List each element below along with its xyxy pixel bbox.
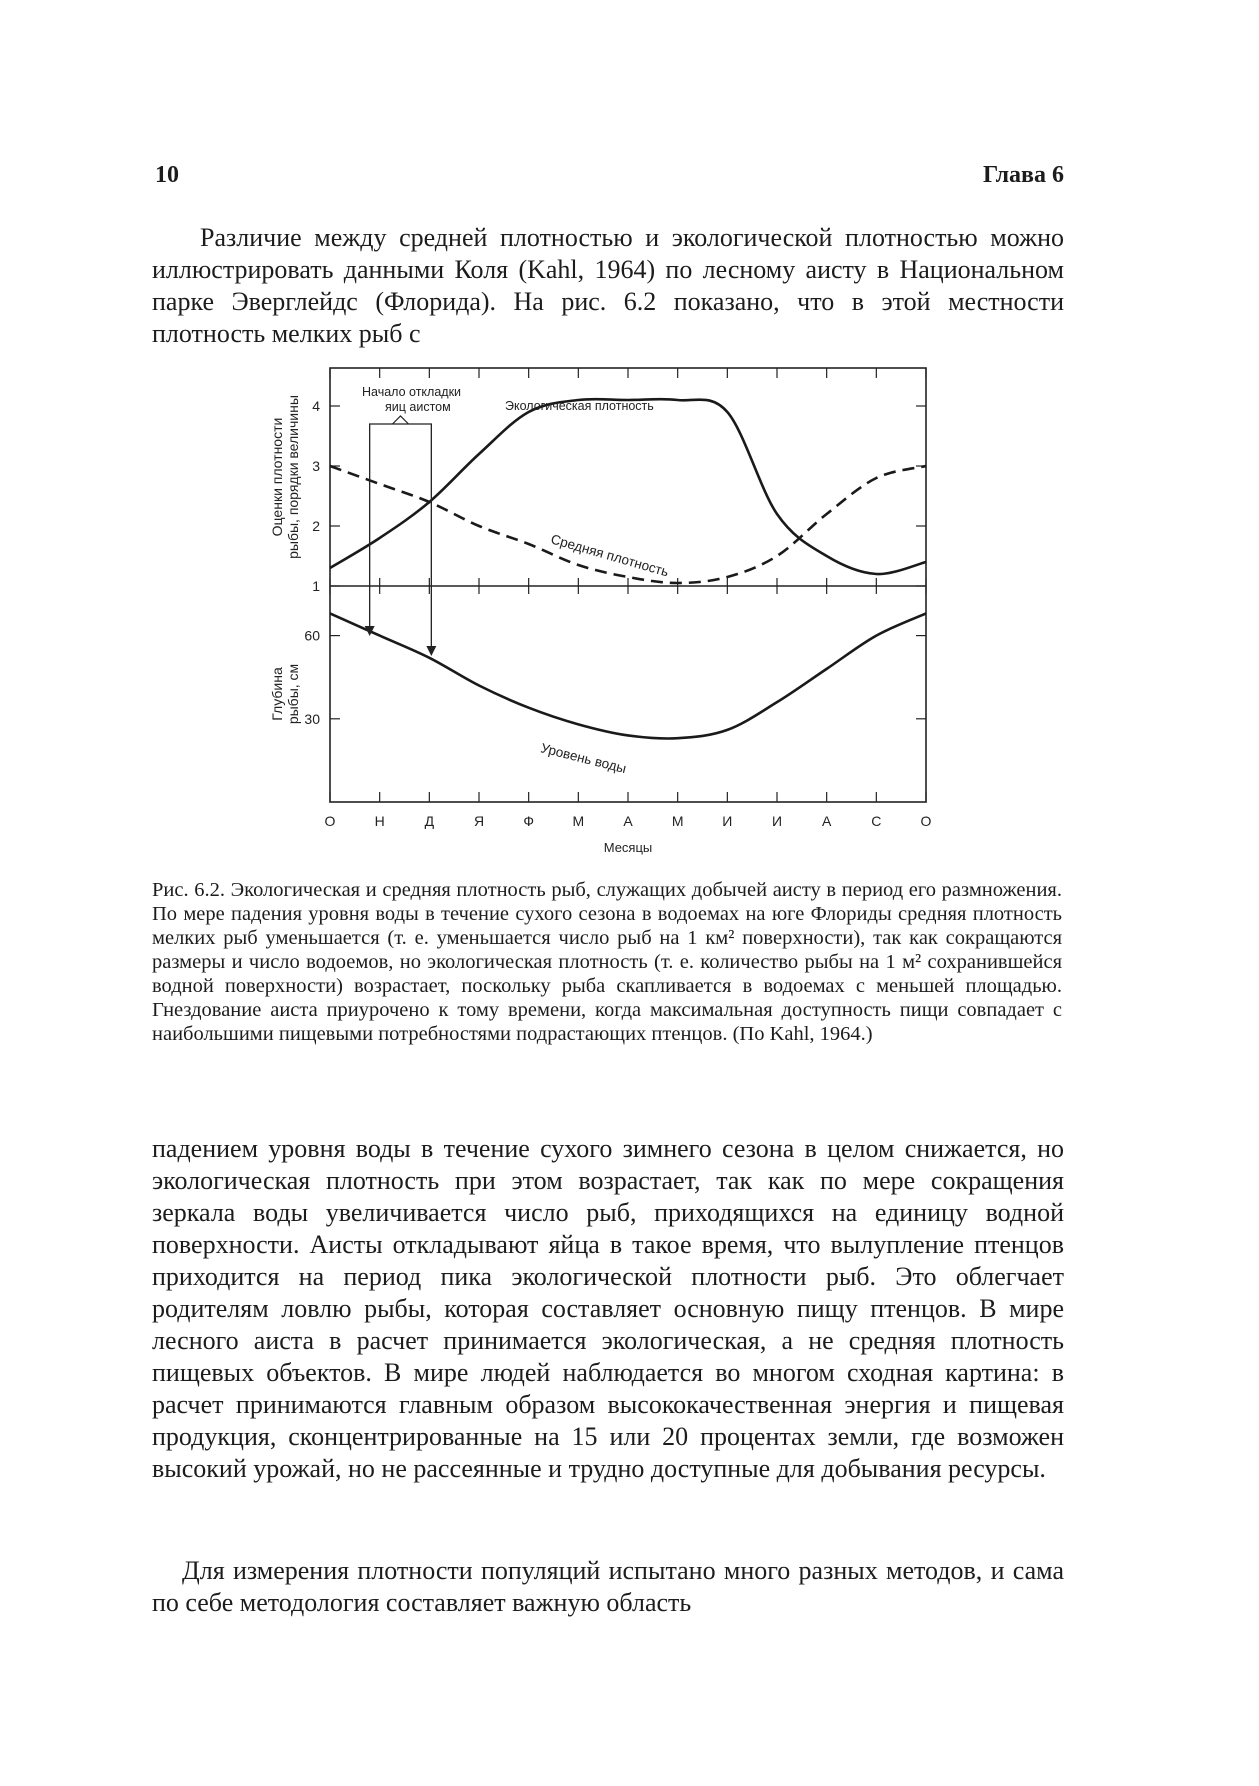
y-tick-label: 4 [312, 398, 320, 414]
series-line-ecological-density [330, 399, 926, 574]
density-chart [250, 360, 970, 880]
y-axis-label-line1: Оценки плотности [269, 417, 285, 537]
x-tick-label: С [871, 813, 882, 829]
annotation-arrow-right [426, 646, 436, 656]
figure-caption: Рис. 6.2. Экологическая и средняя плотность рыб, служащих добычей аисту в период его размножения. По мере падения уровня воды в течение сухого сезона в водоемах на юге Флориды средняя плотность мелких рыб уменьшается (т. е. уменьшается число рыб на 1 км² поверхности), так как сокращаются размеры и число водоемов, но экологическая плотность (т. е. количество рыбы на 1 м² сохранившейся водной поверхности) возрастает, поскольку рыба скапливается в водоемах с меньшей площадью. Гнездование аиста приурочено к тому времени, когда максимальная доступность пищи совпадает с наибольшими пищевыми потребностями подрастающих птенцов. (По Kahl, 1964.) [152, 879, 1062, 1045]
x-tick-label: М [671, 813, 684, 829]
series-label-ecological: Экологическая плотность [505, 399, 654, 413]
y-axis-label-line1: Глубина [269, 667, 285, 721]
x-tick-label: И [771, 813, 783, 829]
series-label-water: Уровень воды [539, 740, 628, 777]
x-tick-label: Ф [523, 813, 534, 829]
x-tick-label: И [722, 813, 733, 829]
y-tick-label: 30 [304, 710, 320, 727]
figure-6-2 [250, 360, 970, 885]
y-axis-label-line2: рыбы, см [285, 663, 301, 725]
x-axis-label: Месяцы [603, 840, 653, 855]
annotation-arrow-left [365, 626, 375, 636]
x-tick-label: М [572, 813, 585, 829]
y-tick-label: 2 [312, 518, 320, 534]
annotation-pointer [393, 416, 409, 424]
x-tick-label: Н [374, 813, 385, 829]
series-label-mean: Средняя плотность [549, 531, 671, 580]
annotation-label-line1: Начало откладки [362, 385, 462, 399]
y-tick-label: 3 [312, 458, 320, 474]
paragraph-main: падением уровня воды в течение сухого зимнего сезона в целом снижается, но экологическая плотность при этом возрастает, так как по мере сокращения зеркала воды увеличивается число рыб, приходящихся на единицу водной поверхности. Аисты откладывают яйца в такое время, что вылупление птенцов приходится на период пика экологической плотности рыб. Это облегчает родителям ловлю рыбы, которая составляет основную пищу птенцов. В мире лесного аиста в расчет принимается экологическая, а не средняя плотность пищевых объектов. В мире людей наблюдается во многом сходная картина: в расчет принимаются главным образом высококачественная энергия и пищевая продукция, сконцентрированные на 15 или 20 процентах земли, где возможен высокий урожай, но не рассеянные и трудно доступные для добывания ресурсы. [152, 1134, 1064, 1483]
chapter-title: Глава 6 [983, 162, 1064, 188]
series-line-water-level [330, 613, 926, 738]
x-tick-label: А [821, 813, 832, 829]
x-tick-label: О [920, 813, 932, 829]
x-tick-label: О [324, 813, 336, 829]
x-tick-label: Я [473, 813, 485, 829]
x-tick-label: А [623, 813, 633, 829]
paragraph-methods: Для измерения плотности популяций испытано много разных методов, и сама по себе методология составляет важную область [152, 1556, 1064, 1617]
y-axis-label-line2: рыбы, порядки величины [285, 395, 301, 559]
page-number: 10 [155, 162, 179, 188]
y-tick-label: 60 [304, 627, 320, 644]
x-tick-label: Д [424, 813, 435, 829]
y-tick-label: 1 [312, 578, 320, 594]
paragraph-intro: Различие между средней плотностью и экологической плотностью можно иллюстрировать данными Коля (Kahl, 1964) по лесному аисту в Национальном парке Эверглейдс (Флорида). На рис. 6.2 показано, что в этой местности плотность мелких рыб с [152, 223, 1064, 348]
annotation-label-line2: яиц аистом [385, 400, 451, 414]
